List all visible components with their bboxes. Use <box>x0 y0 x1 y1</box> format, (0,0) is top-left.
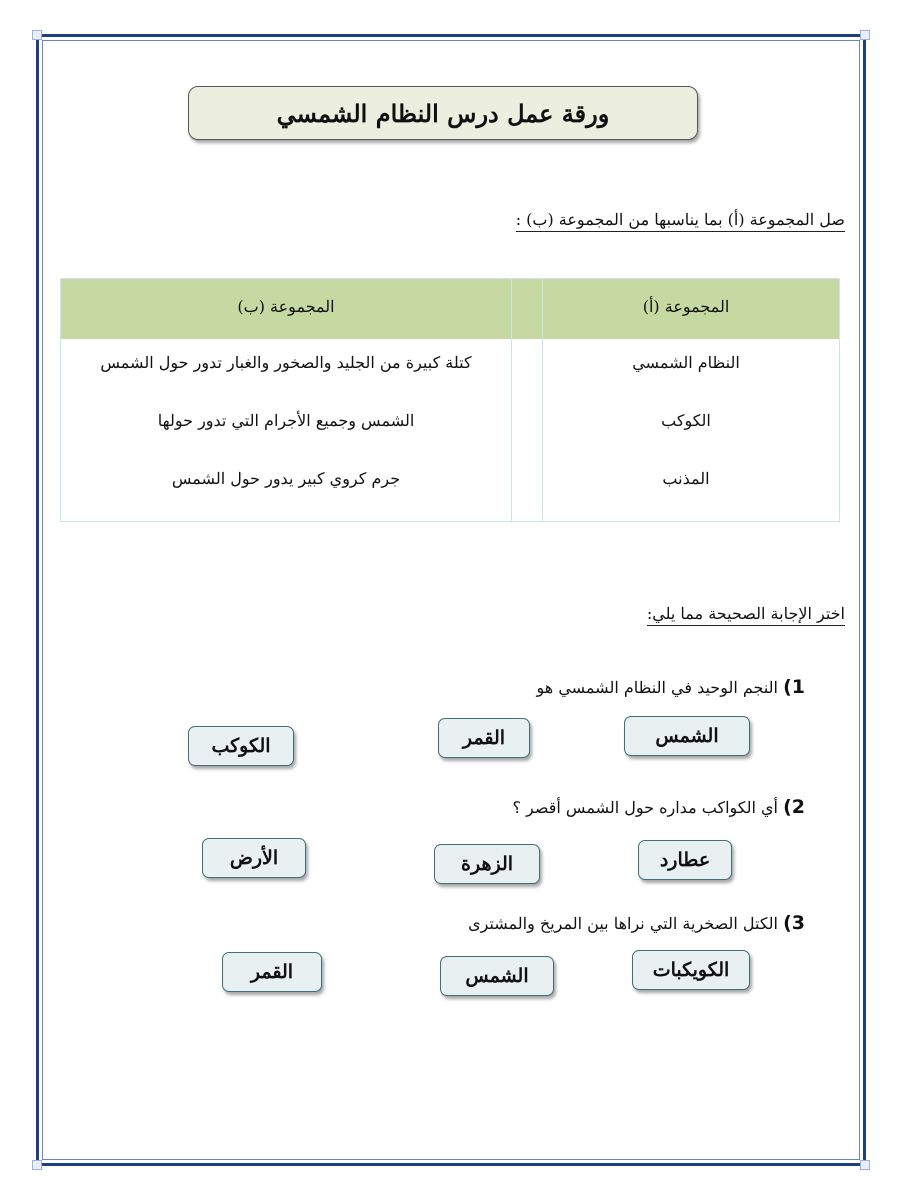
question-1 <box>537 676 805 698</box>
option-button[interactable]: الكوكب <box>188 726 294 766</box>
column-divider <box>511 279 512 521</box>
corner-ornament-top-right <box>860 30 870 40</box>
group-b-item: كتلة كبيرة من الجليد والصخور والغبار تدور حول الشمس <box>100 353 472 372</box>
option-button[interactable]: الزهرة <box>434 844 540 884</box>
question-number: 3) <box>783 912 805 934</box>
option-button[interactable]: الكويكبات <box>632 950 750 990</box>
group-b-item: جرم كروي كبير يدور حول الشمس <box>171 469 401 488</box>
option-button[interactable]: الشمس <box>440 956 554 996</box>
mcq-instruction: اختر الإجابة الصحيحة مما يلي: <box>647 604 845 626</box>
group-a-item: الكوكب <box>661 411 711 430</box>
question-2 <box>512 796 805 818</box>
option-button[interactable]: عطارد <box>638 840 732 880</box>
group-b-item: الشمس وجميع الأجرام التي تدور حولها <box>157 411 415 430</box>
question-text: الكتل الصخرية التي نراها بين المريخ والمشترى <box>468 914 778 933</box>
group-a-item: النظام الشمسي <box>632 353 740 372</box>
option-button[interactable]: القمر <box>438 718 530 758</box>
worksheet-title: ورقة عمل درس النظام الشمسي <box>188 86 698 140</box>
header-group-b: المجموعة (ب) <box>237 297 335 316</box>
header-group-a: المجموعة (أ) <box>642 297 730 316</box>
column-divider <box>542 279 543 521</box>
group-a-item: المذنب <box>662 469 710 488</box>
matching-instruction: صل المجموعة (أ) بما يناسبها من المجموعة (ب) : <box>516 210 845 232</box>
question-text: النجم الوحيد في النظام الشمسي هو <box>536 678 778 697</box>
corner-ornament-bottom-left <box>32 1160 42 1170</box>
corner-ornament-top-left <box>32 30 42 40</box>
question-number: 2) <box>783 796 805 818</box>
corner-ornament-bottom-right <box>860 1160 870 1170</box>
option-button[interactable]: الشمس <box>624 716 750 756</box>
question-text: أي الكواكب مداره حول الشمس أقصر ؟ <box>512 798 778 817</box>
question-3 <box>468 912 805 934</box>
option-button[interactable]: الأرض <box>202 838 306 878</box>
matching-table <box>60 278 840 522</box>
question-number: 1) <box>783 676 805 698</box>
option-button[interactable]: القمر <box>222 952 322 992</box>
